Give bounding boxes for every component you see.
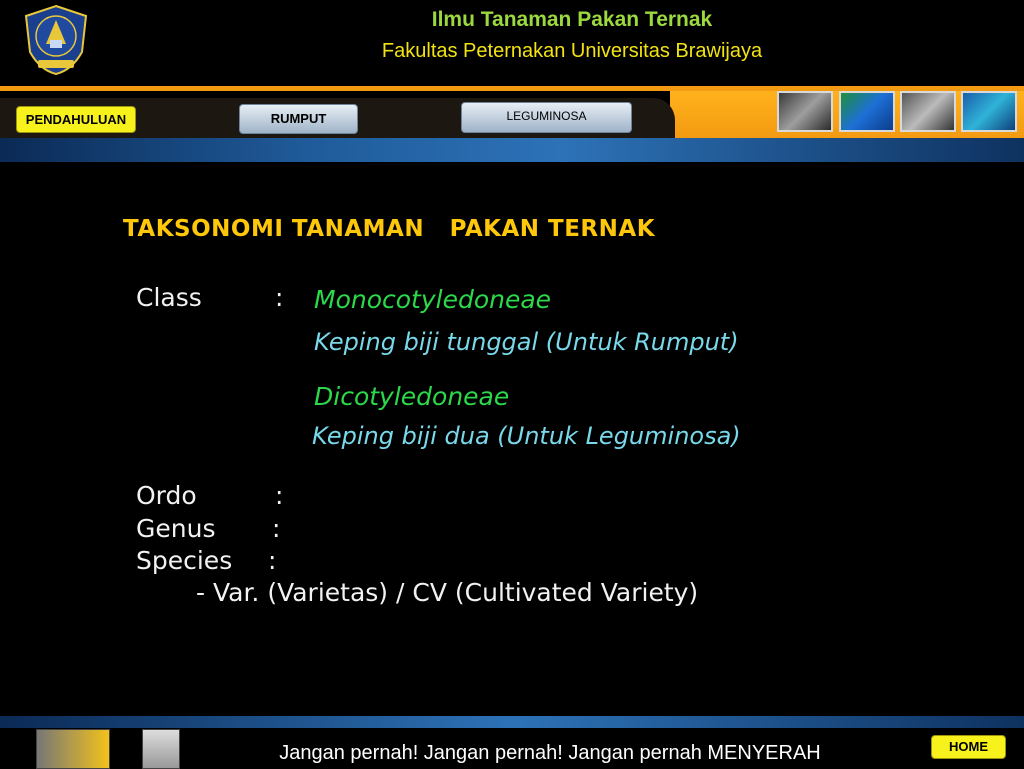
species-label: Species (136, 546, 233, 575)
class-desc-monocot: Keping biji tunggal (Untuk Rumput) (314, 328, 739, 356)
rumput-button[interactable]: RUMPUT (239, 104, 358, 134)
variety-line: - Var. (Varietas) / CV (Cultivated Variety) (196, 578, 699, 607)
footer-motto: Jangan pernah! Jangan pernah! Jangan pernah MENYERAH (279, 742, 821, 764)
slide-title: TAKSONOMI TANAMAN PAKAN TERNAK (123, 216, 656, 242)
person-image-icon (142, 729, 180, 769)
class-label: Class (136, 283, 202, 312)
handshake-image-icon (36, 729, 110, 769)
keyboard-image-icon (900, 91, 956, 132)
monitor-image-icon (839, 91, 895, 132)
species-colon: : (268, 546, 277, 575)
screen-image-icon (961, 91, 1017, 132)
class-value-dicot: Dicotyledoneae (314, 382, 510, 411)
ordo-label: Ordo (136, 481, 197, 510)
genus-label: Genus (136, 514, 216, 543)
course-title: Ilmu Tanaman Pakan Ternak (431, 8, 713, 31)
home-button[interactable]: HOME (931, 735, 1006, 759)
faculty-subtitle: Fakultas Peternakan Universitas Brawijaya (381, 40, 763, 62)
footer-band (0, 716, 1024, 728)
class-desc-dicot: Keping biji dua (Untuk Leguminosa) (312, 422, 741, 450)
ordo-colon: : (275, 481, 284, 510)
laptop-image-icon (777, 91, 833, 132)
genus-colon: : (272, 514, 281, 543)
class-colon: : (275, 283, 284, 312)
class-value-monocot: Monocotyledoneae (314, 285, 552, 314)
blue-band (0, 138, 1024, 162)
leguminosa-button[interactable]: LEGUMINOSA (461, 102, 632, 133)
pendahuluan-button[interactable]: PENDAHULUAN (16, 106, 136, 133)
